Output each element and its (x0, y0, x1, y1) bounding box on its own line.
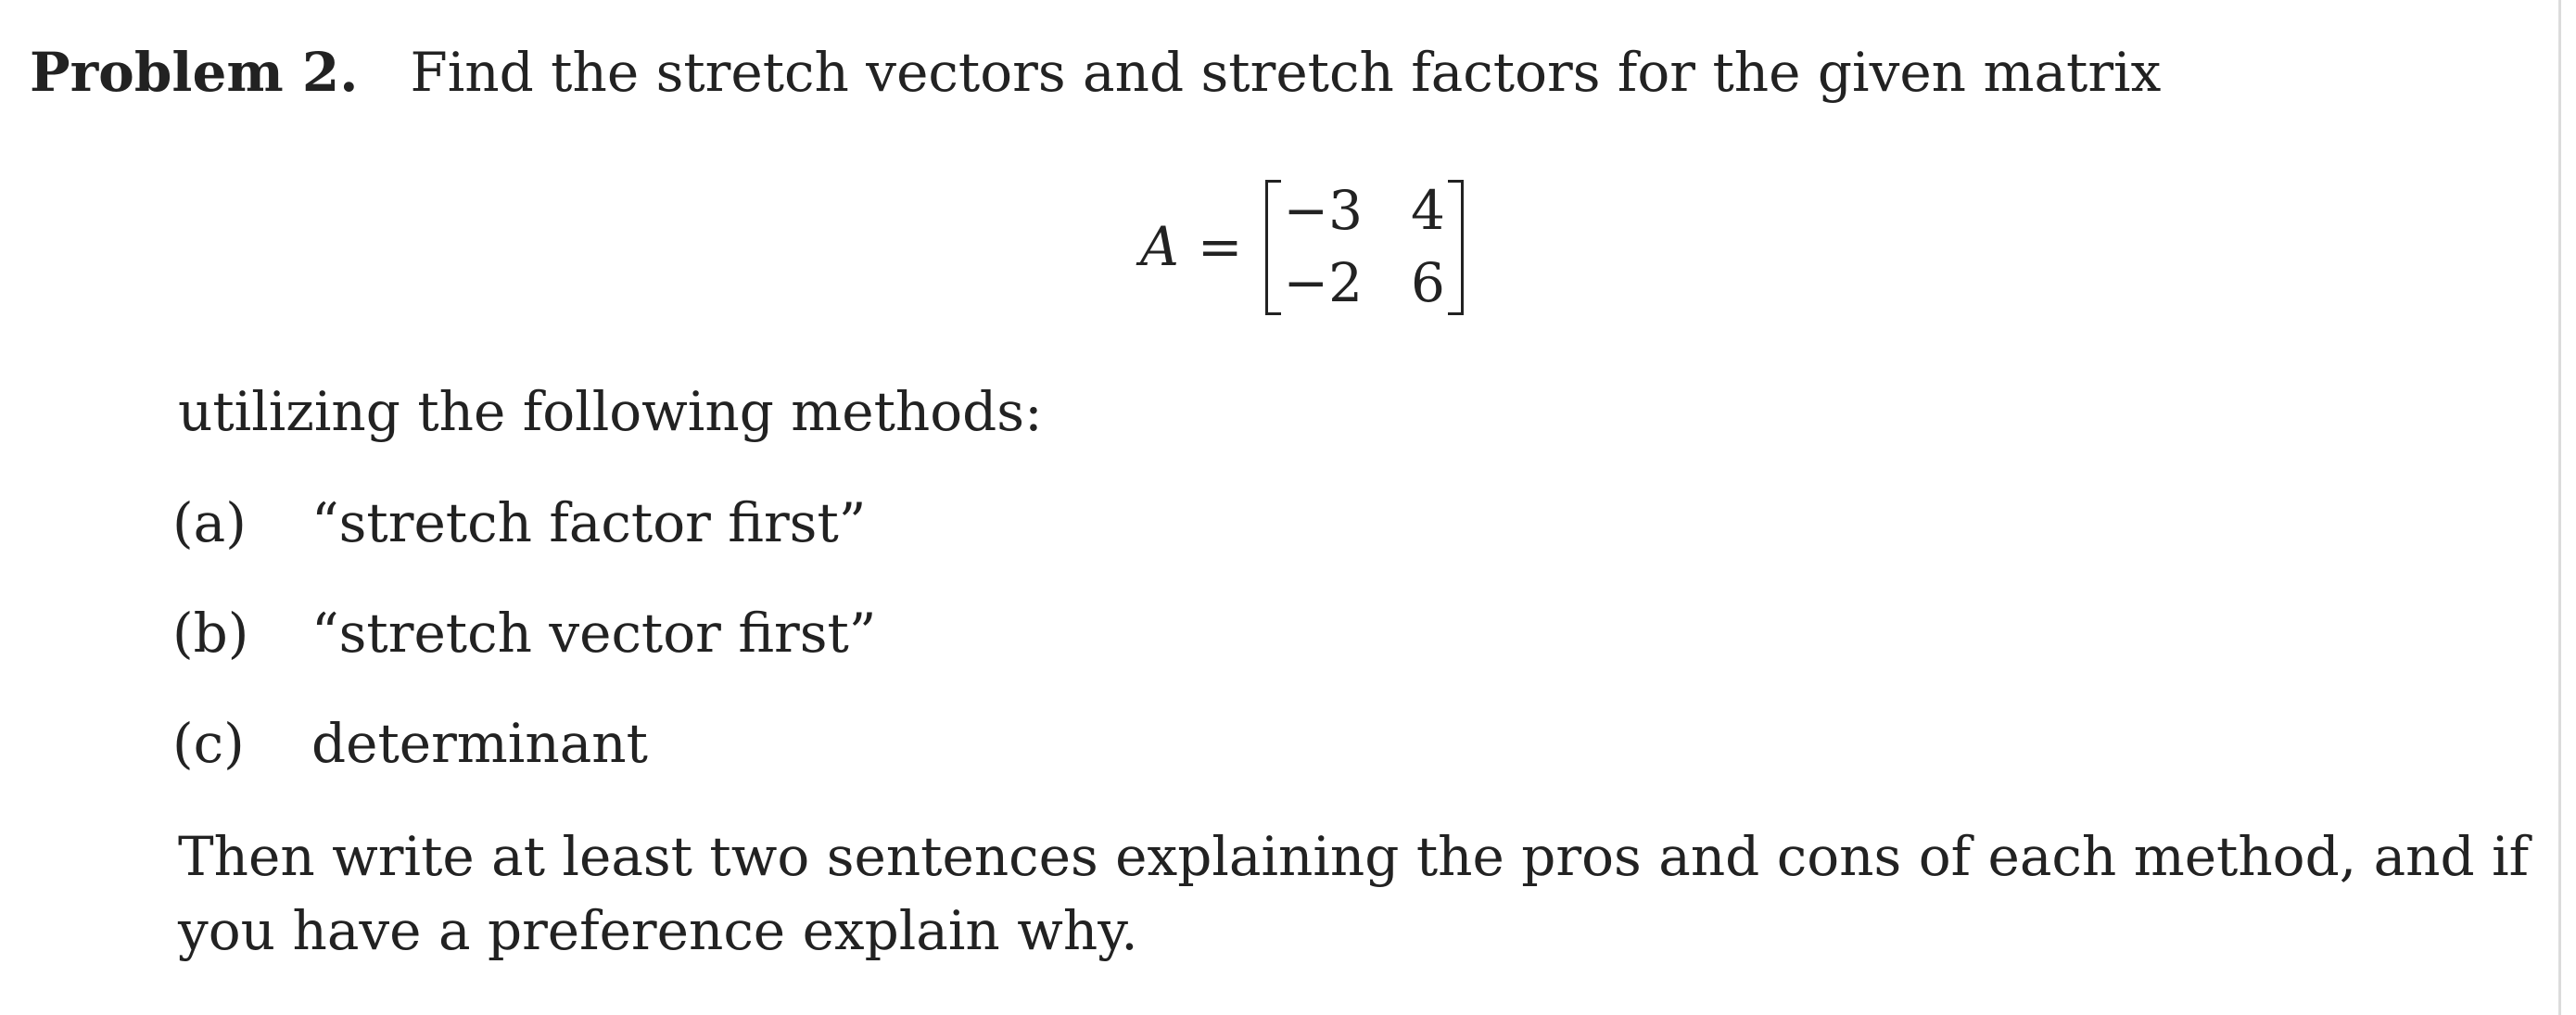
page-edge-divider (2558, 0, 2561, 1015)
method-item-b (172, 596, 876, 670)
matrix-cell-r1c1: −3 (1283, 179, 1363, 242)
matrix-equation (1140, 163, 1464, 330)
method-marker-b: (b) (172, 602, 249, 665)
method-marker-a: (a) (172, 491, 247, 554)
method-marker-c: (c) (172, 712, 245, 775)
equals-sign: = (1197, 215, 1243, 278)
closing-instructions: Then write at least two sentences explaining the pros and cons of each method, and if you have a preference explain why. (178, 825, 2530, 962)
problem-heading (30, 35, 2161, 109)
methods-intro: utilizing the following methods: (178, 380, 1043, 443)
method-text-c: determinant (311, 712, 648, 775)
problem-label: Problem 2. (30, 41, 359, 104)
method-text-a: “stretch factor first” (311, 491, 867, 554)
method-item-c (172, 706, 648, 780)
matrix-variable: A (1140, 215, 1179, 278)
matrix-cell-r1c2: 4 (1411, 179, 1445, 242)
method-text-b: “stretch vector first” (311, 602, 877, 665)
matrix-cell-r2c1: −2 (1283, 251, 1363, 314)
method-item-a (172, 486, 866, 560)
matrix-cell-r2c2: 6 (1411, 251, 1445, 314)
problem-prompt: Find the stretch vectors and stretch factors for the given matrix (410, 41, 2162, 104)
matrix-a (1265, 176, 1464, 317)
